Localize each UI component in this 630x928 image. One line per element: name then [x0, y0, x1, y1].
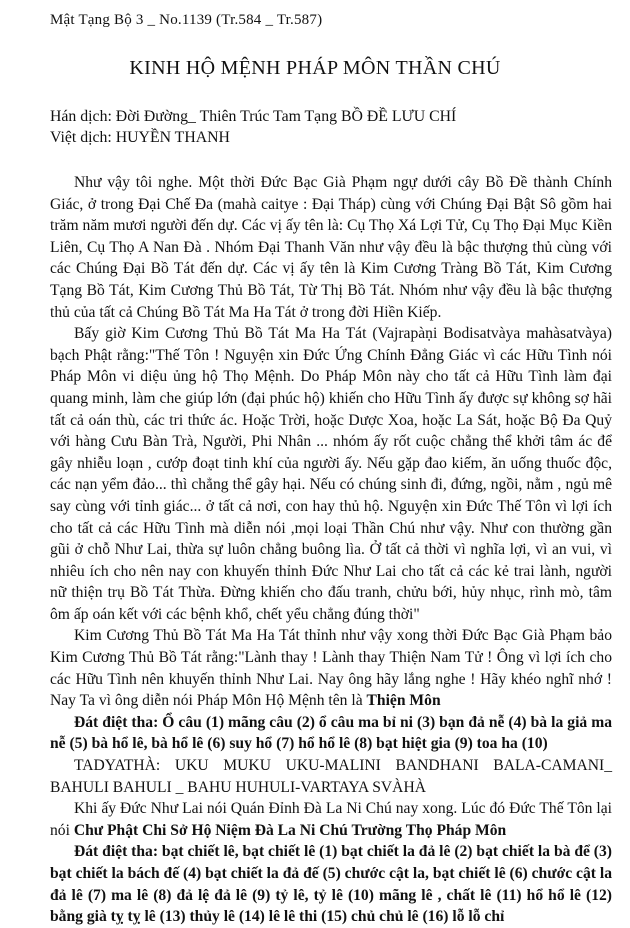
paragraph-request: Bấy giờ Kim Cương Thủ Bồ Tát Ma Ha Tát (Vajrapàṇi Bodisatvàya mahàsatvàya) bạch Phật rằng:"Thế Tôn ! Nguyện xin Đức Ứng Chính Đẳng Giác vì các Hữu Tình nói Pháp Môn vi diệu ủng hộ Thọ Mệnh. Do Pháp Môn này cho tất cả Hữu Tình làm đại quang minh, làm che giúp lớn (đại phúc hộ) khiến cho Hữu Tình ấy được sự không sợ hãi tất cả oán thù, các tri thức ác. Hoặc Trời, hoặc Dược Xoa, hoặc La Sát, hoặc Bộ Đa Quỷ với hàng Cưu Bàn Trà, Người, Phi Nhân ... nhóm ấy rốt cuộc chẳng thể khởi tâm ác để gây nhiễu loạn , cướp đoạt tinh khí của người ấy. Nếu gặp đao kiếm, ăn uống thuốc độc, các nạn yểm đảo... thì chẳng thể gây hại. Nếu có chúng sinh đi, đứng, ngồi, nằm , ngủ mê say cùng với tỉnh giác... ở tất cả nơi, con hay thủ hộ. Nguyện xin Đức Thế Tôn vì lợi ích cho tất cả các Hữu Tình mà diễn nói ,mọi loại Thần Chú như vậy. Như con thường gần gũi ở chỗ Như Lai, thừa sự luôn chẳng buông lìa. Ở tất cả thời vì nghĩa lợi, vì an vui, vì nhiêu ích cho nên nay con khuyến thỉnh Đức Như Lai cho tất cả các kẻ trai lành, người nữ thiện trụ Bồ Tát Thừa. Đừng khiến cho đấu tranh, chửu bới, hủy nhục, rình mò, tâm ôm ấp oán kết với các bệnh khổ, chết yểu chẳng đúng thời": [50, 325, 612, 623]
dharma-name-thien-mon: Thiện Môn: [366, 692, 441, 710]
paragraph-response: [50, 625, 612, 711]
sutra-body: [50, 172, 612, 928]
response-text: Kim Cương Thủ Bồ Tát Ma Ha Tát thỉnh như vậy xong thời Đức Bạc Già Phạm bảo Kim Cương Thủ Bồ Tát rằng:"Lành thay ! Lành thay Thiện Nam Tử ! Ông vì lợi ích cho các Hữu Tình nên khuyến thỉnh Như Lai. Nay ông hãy lắng nghe ! Hãy khéo nghĩ nhớ ! Nay Ta vì ông diễn nói Pháp Môn Hộ Mệnh tên là: [50, 627, 612, 710]
translator-credits: [50, 106, 456, 148]
page-header: Mật Tạng Bộ 3 _ No.1139 (Tr.584 _ Tr.587): [50, 12, 323, 28]
dharani-title: Chư Phật Chi Sở Hộ Niệm Đà La Ni Chú Trường Thọ Pháp Môn: [73, 821, 507, 839]
paragraph-second-dharani: [50, 798, 612, 841]
mantra-vietnamese: Đát điệt tha: Ổ câu (1) mãng câu (2) ổ câu ma bỉ ni (3) bạn đả nễ (4) bà la giả ma nễ (5) bà hổ lê, bà hổ lê (6) suy hổ (7) hổ hổ lê (8) bạt hiệt gia (9) toa ha (10): [50, 713, 612, 753]
second-dharani-intro: Khi ấy Đức Như Lai nói Quán Đỉnh Đà La Ni Chú nay xong. Lúc đó Đức Thế Tôn lại nói: [50, 800, 612, 839]
han-translator-line: Hán dịch: Đời Đường_ Thiên Trúc Tam Tạng BỒ ĐỀ LƯU CHÍ: [50, 108, 457, 125]
viet-translator-line: Việt dịch: HUYỀN THANH: [50, 129, 230, 146]
page-title: KINH HỘ MỆNH PHÁP MÔN THẦN CHÚ: [129, 57, 501, 79]
mantra-sanskrit: TADYATHÀ: UKU MUKU UKU-MALINI BANDHANI BALA-CAMANI_ BAHULI BAHULI _ BAHU HUHULI-VARTAYA SVÀHÀ: [50, 757, 612, 796]
paragraph-intro: Như vậy tôi nghe. Một thời Đức Bạc Già Phạm ngự dưới cây Bồ Đề thành Chính Giác, ở trong Đại Chế Đa (mahà caitye : Đại Tháp) cùng với Chúng Đại Bật Sô gồm hai trăm năm mươi người đến dự. Các vị ấy tên là: Cụ Thọ Xá Lợi Tử, Cụ Thọ Đại Mục Kiền Liên, Cụ Thọ A Nan Đà . Nhóm Đại Thanh Văn như vậy đều là bậc thượng thủ cùng với các Chúng Đại Bồ Tát đến dự. Các vị ấy tên là Kim Cương Tràng Bồ Tát, Kim Cương Tạng Bồ Tát, Kim Cương Thủ Bồ Tát, Từ Thị Bồ Tát. Nhóm như vậy đều là bậc thượng thủ của tất cả Chúng Bồ Tát Ma Ha Tát ở trong đời Hiền Kiếp.: [50, 174, 612, 321]
mantra-vietnamese-2: Đát điệt tha: bạt chiết lê, bạt chiết lê (1) bạt chiết la đả lê (2) bạt chiết la bà để (3) bạt chiết la bách đế (4) bạt chiết la đả đế (5) chước cật la, bạt chiết lê (6) chước cật la đả lê (7) ma lê (8) đả lệ đả lê (9) tỷ lê, tỷ lê (10) mãng lê , chất lê (11) hổ hổ lê (12) bằng già tỵ tỵ lê (13) thủy lê (14) lê lê thi (15) chủ chủ lê (16) lỗ lỗ chỉ: [50, 843, 612, 926]
